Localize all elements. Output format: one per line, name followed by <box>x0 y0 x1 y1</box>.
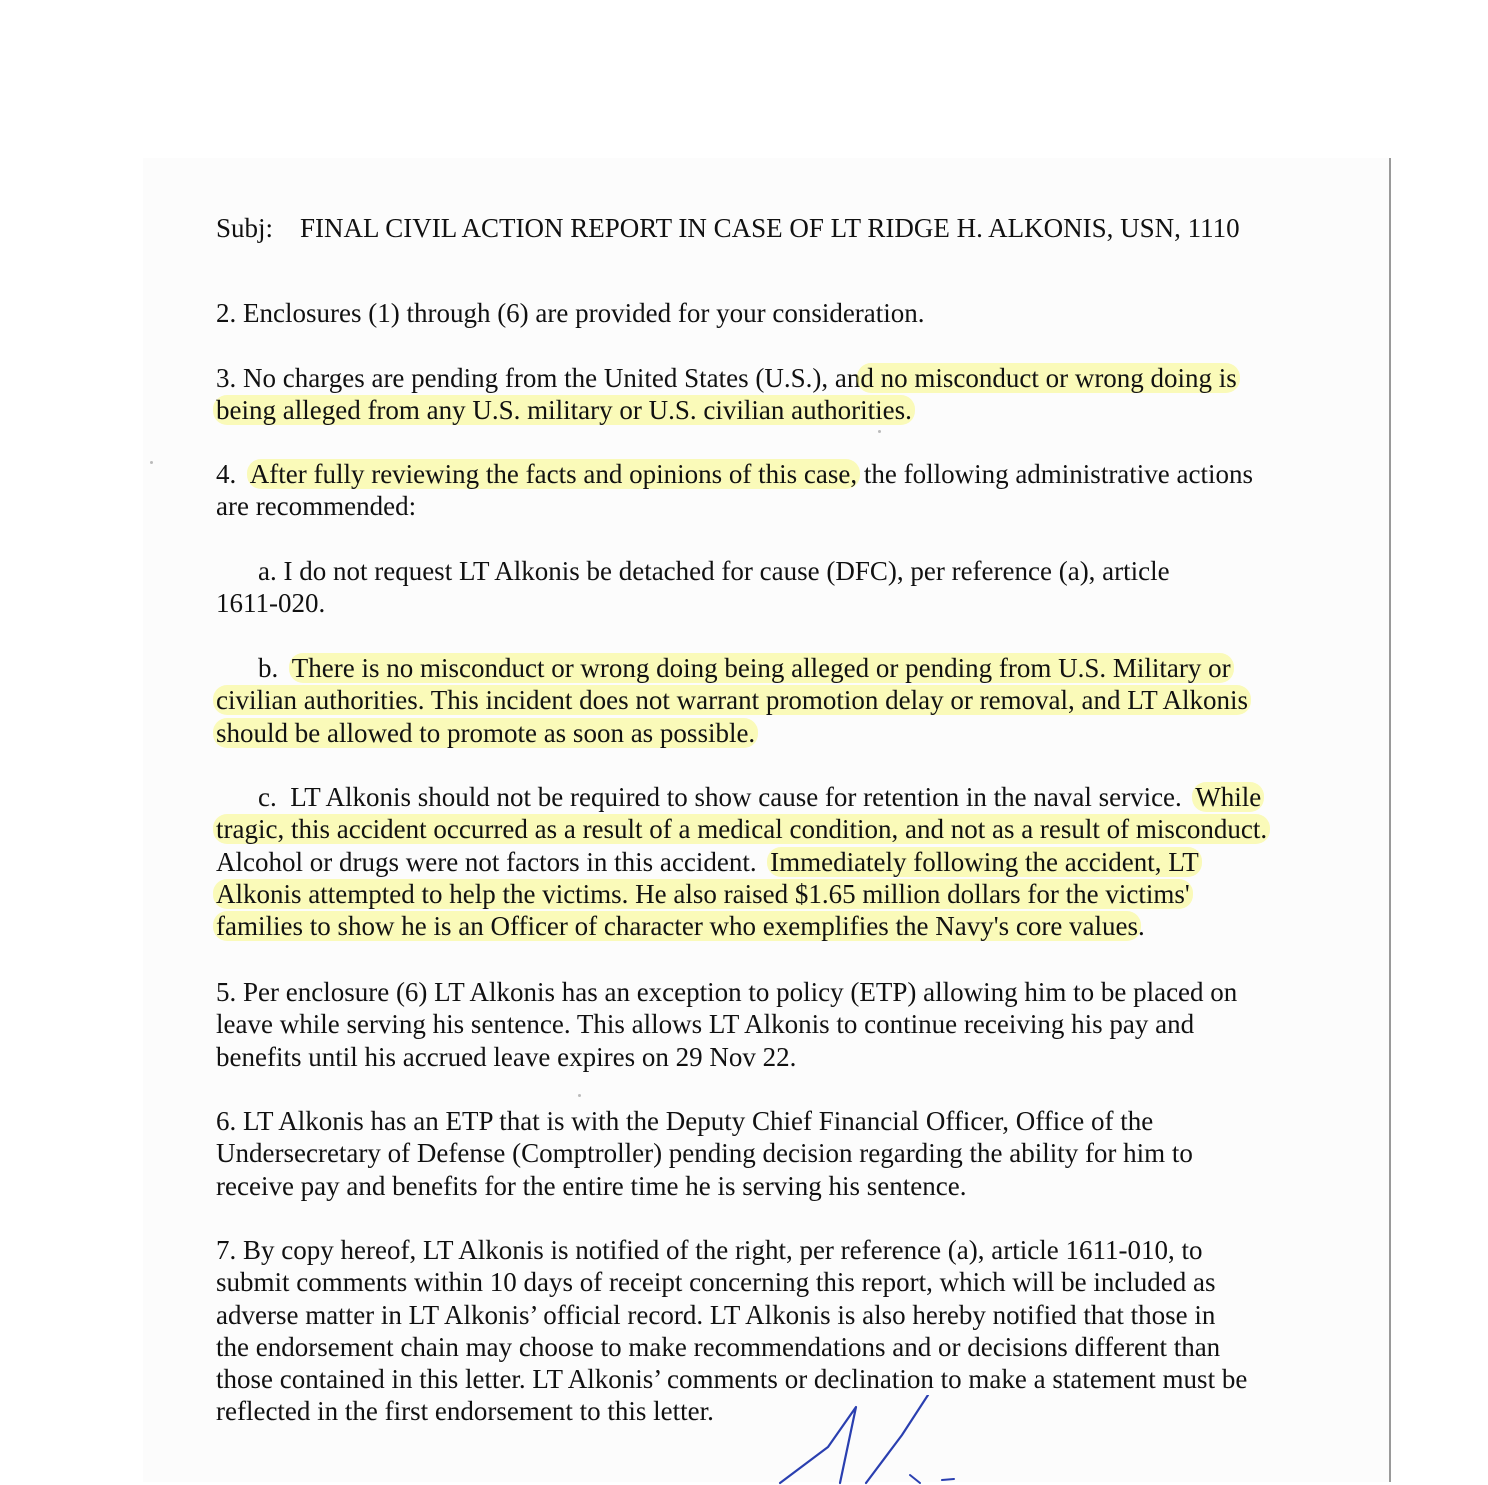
subject-label: Subj: <box>216 213 274 243</box>
signature-mark <box>770 1395 970 1485</box>
highlighted-text: being alleged from any U.S. military or U.S. civilian authorities. <box>213 395 915 425</box>
paragraph-2 <box>216 297 1326 329</box>
subject-text: FINAL CIVIL ACTION REPORT IN CASE OF LT RIDGE H. ALKONIS, USN, 1110 <box>300 213 1240 243</box>
paragraph-4-line: are recommended: <box>216 491 417 522</box>
paragraph-7-line: those contained in this letter. LT Alkonis’ comments or declination to make a statement must be <box>216 1364 1248 1395</box>
paragraph-5-line: 5. Per enclosure (6) LT Alkonis has an exception to policy (ETP) allowing him to be placed on <box>216 977 1238 1007</box>
highlighted-text: should be allowed to promote as soon as possible. <box>213 718 758 748</box>
subject-line <box>216 212 1326 244</box>
paragraph-7-line: adverse matter in LT Alkonis’ official record. LT Alkonis is also hereby notified that those in <box>216 1299 1216 1330</box>
paragraph-7-line: submit comments within 10 days of receipt concerning this report, which will be included as <box>216 1267 1216 1298</box>
paragraph-3 <box>216 362 1326 427</box>
paragraph-4a-line: 1611-020. <box>216 588 326 619</box>
paragraph-3-text: 3. No charges are pending from the United States (U.S.), an <box>216 363 861 393</box>
scan-speck <box>578 1094 581 1097</box>
highlighted-text: There is no misconduct or wrong doing being alleged or pending from U.S. Military or <box>289 653 1234 683</box>
highlighted-text: While <box>1192 782 1264 812</box>
paragraph-4-text: the following administrative actions <box>857 459 1254 489</box>
paragraph-4-number: 4. <box>216 459 250 489</box>
paragraph-6-line: 6. LT Alkonis has an ETP that is with the Deputy Chief Financial Officer, Office of the <box>216 1106 1154 1136</box>
paragraph-4c-text: Alcohol or drugs were not factors in this accident. <box>216 846 771 877</box>
paragraph-4c <box>216 781 1326 942</box>
highlighted-text: Immediately following the accident, LT <box>767 847 1202 877</box>
paragraph-4 <box>216 458 1326 523</box>
paragraph-7-line: 7. By copy hereof, LT Alkonis is notified of the right, per reference (a), article 1611-010, to <box>216 1235 1203 1265</box>
scan-speck <box>878 430 881 433</box>
paragraph-2-line: 2. Enclosures (1) through (6) are provided for your consideration. <box>216 298 925 328</box>
highlighted-text: Alkonis attempted to help the victims. He also raised $1.65 million dollars for the victims' <box>213 879 1193 909</box>
highlighted-text: d no misconduct or wrong doing is <box>857 363 1239 393</box>
highlighted-text: families to show he is an Officer of character who exemplifies the Navy's core values <box>213 911 1141 941</box>
paragraph-4c-text: . <box>1138 911 1145 942</box>
highlighted-text: After fully reviewing the facts and opinions of this case, <box>247 459 860 489</box>
paragraph-7-line: the endorsement chain may choose to make recommendations and or decisions different than <box>216 1331 1221 1362</box>
highlighted-text: tragic, this accident occurred as a result of a medical condition, and not as a result of misconduct. <box>213 814 1270 844</box>
paragraph-5 <box>216 976 1326 1073</box>
scan-speck <box>150 461 153 464</box>
paragraph-6-line: receive pay and benefits for the entire time he is serving his sentence. <box>216 1170 967 1201</box>
paragraph-6-line: Undersecretary of Defense (Comptroller) pending decision regarding the ability for him to <box>216 1138 1193 1169</box>
paragraph-6 <box>216 1105 1326 1202</box>
signature-stroke <box>866 1395 928 1483</box>
highlighted-text: civilian authorities. This incident does not warrant promotion delay or removal, and LT Alkonis <box>213 685 1251 715</box>
paragraph-4a <box>216 555 1326 620</box>
paragraph-4c-text: c. LT Alkonis should not be required to show cause for retention in the naval service. <box>258 782 1196 812</box>
paragraph-5-line: benefits until his accrued leave expires on 29 Nov 22. <box>216 1041 797 1072</box>
signature-stroke <box>780 1407 856 1483</box>
paragraph-7-line: reflected in the first endorsement to this letter. <box>216 1396 714 1427</box>
paragraph-4b-label: b. <box>258 653 292 683</box>
paragraph-5-line: leave while serving his sentence. This allows LT Alkonis to continue receiving his pay and <box>216 1009 1195 1040</box>
paragraph-4a-line: a. I do not request LT Alkonis be detached for cause (DFC), per reference (a), article <box>258 556 1170 586</box>
signature-stroke <box>942 1479 954 1480</box>
paragraph-4b <box>216 652 1326 749</box>
